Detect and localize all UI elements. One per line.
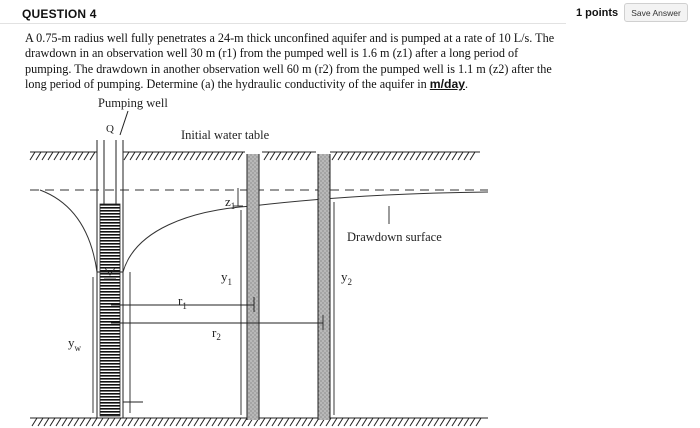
q-label: Q	[106, 123, 114, 135]
initial-water-table-label: Initial water table	[181, 128, 270, 142]
problem-line: A 0.75-m radius well fully penetrates a 24-m thick unconfined aquifer and is pumped at a rate of 10 L/s. The	[25, 31, 555, 45]
problem-line: drawdown in an observation well 30 m (r1) from the pumped well is 1.6 m (z1) after a long period of	[25, 46, 519, 61]
r1-subscript: 1	[182, 301, 187, 311]
save-answer-button[interactable]: Save Answer	[624, 3, 688, 22]
y2-subscript: 2	[347, 277, 352, 287]
question-title: QUESTION 4	[22, 7, 97, 21]
unit-label: m/day	[429, 76, 466, 91]
drawdown-curve	[40, 190, 97, 272]
r1-label	[178, 293, 187, 311]
observation-well-1	[247, 154, 259, 420]
r2-subscript: 2	[216, 332, 221, 342]
r2-label	[212, 325, 221, 342]
r2-symbol: r	[212, 325, 217, 340]
z1-label	[225, 194, 235, 211]
dimension-lines	[93, 188, 389, 415]
problem-line-end: .	[465, 76, 469, 91]
y2-label	[341, 269, 352, 287]
r1-symbol: r	[178, 293, 183, 308]
y2-symbol: y	[341, 269, 348, 284]
yw-label	[68, 335, 82, 353]
points-label: 1 points	[576, 7, 619, 19]
observation-well-2	[318, 154, 330, 420]
y1-symbol: y	[221, 269, 228, 284]
yw-subscript: w	[74, 343, 81, 353]
drawdown-surface-label: Drawdown surface	[347, 230, 442, 244]
problem-line-text: long period of pumping. Determine (a) the hydraulic conductivity of the aquifer in	[25, 76, 430, 91]
z1-symbol: z	[225, 194, 231, 209]
pumping-well-label: Pumping well	[98, 96, 168, 110]
pumping-well	[97, 111, 128, 418]
y1-label	[221, 269, 232, 287]
problem-line: pumping. The drawdown in another observation well 60 m (r2) from the pumped well is 1.1 m (z2) after the	[25, 61, 552, 76]
z1-subscript: 1	[230, 201, 236, 211]
y1-subscript: 1	[227, 277, 232, 287]
yw-symbol: y	[68, 335, 75, 350]
